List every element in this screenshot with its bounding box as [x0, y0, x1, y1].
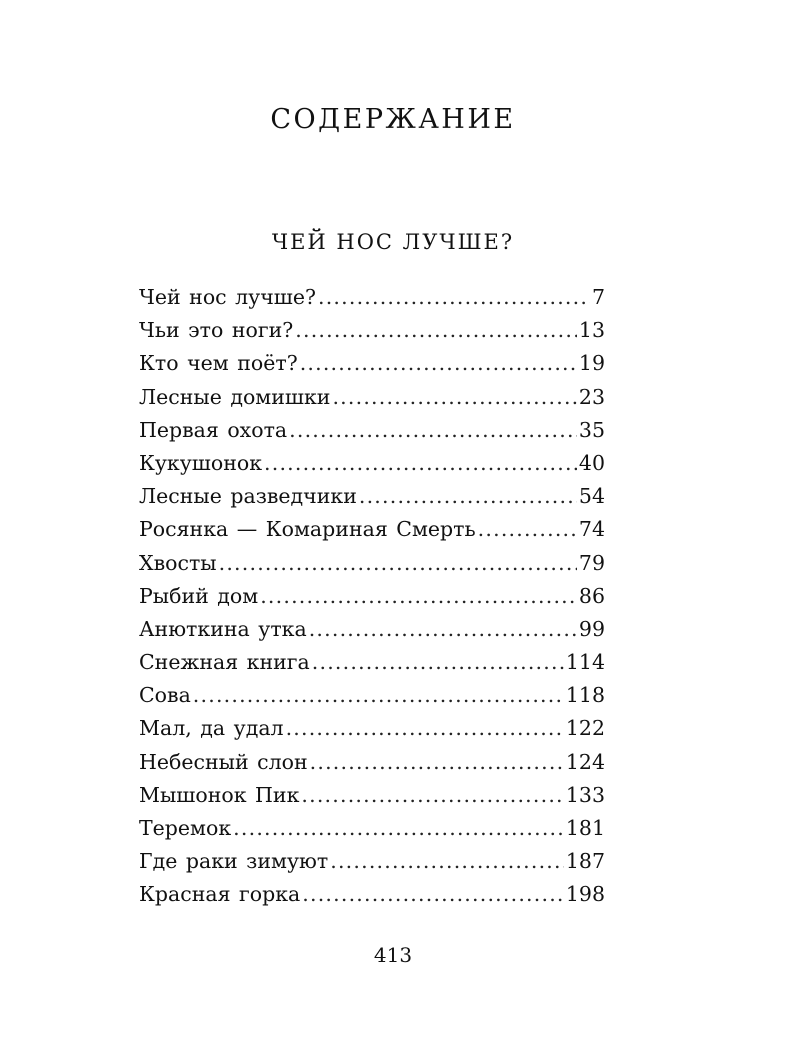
toc-entry-page: 74: [578, 517, 605, 542]
toc-entry-title: Сова: [139, 683, 191, 708]
toc-dot-leader: [260, 580, 577, 613]
toc-dot-leader: [332, 381, 576, 414]
toc-entry-page: 114: [565, 650, 605, 675]
toc-entry: [139, 845, 605, 878]
toc-entry: [139, 580, 605, 613]
toc-entry: [139, 381, 605, 414]
toc-entry: [139, 347, 605, 380]
toc-entry-page: 122: [565, 716, 605, 741]
toc-entry-title: Кто чем поёт?: [139, 351, 298, 376]
toc-entry: [139, 746, 605, 779]
toc-entry-title: Хвосты: [139, 550, 217, 575]
toc-entry-title: Чей нос лучше?: [139, 285, 316, 309]
toc-entry: [139, 480, 605, 513]
toc-entry-page: 187: [565, 849, 605, 874]
toc-entry: [139, 547, 605, 580]
toc-dot-leader: [312, 646, 564, 679]
toc-dot-leader: [233, 812, 564, 845]
toc-entry-title: Рыбий дом: [139, 583, 259, 608]
toc-dot-leader: [301, 779, 563, 812]
toc-entry: [139, 712, 605, 745]
toc-entry-title: Первая охота: [139, 417, 288, 442]
toc-entry-title: Небесный слон: [139, 749, 308, 774]
toc-entry-page: 133: [565, 782, 605, 807]
toc-entry-page: 124: [565, 749, 605, 774]
toc-entry: [139, 812, 605, 845]
toc-entry-page: 35: [578, 417, 605, 442]
toc-entry-title: Мышонок Пик: [139, 782, 300, 807]
toc-dot-leader: [309, 613, 577, 646]
toc-dot-leader: [359, 480, 577, 513]
toc-dot-leader: [318, 281, 590, 314]
toc-entry-page: 13: [578, 318, 605, 343]
toc-entry: [139, 878, 605, 911]
toc-dot-leader: [193, 679, 564, 712]
toc-dot-leader: [295, 314, 577, 347]
toc-entry-page: 79: [578, 550, 605, 575]
toc-entry-page: 54: [578, 484, 605, 509]
toc-entry-title: Снежная книга: [139, 650, 310, 675]
toc-dot-leader: [289, 414, 577, 447]
toc-entry: [139, 646, 605, 679]
toc-entry-title: Чьи это ноги?: [139, 318, 294, 343]
section-title: ЧЕЙ НОС ЛУЧШЕ?: [271, 230, 515, 254]
toc-entry: [139, 314, 605, 347]
toc-entry-page: 86: [578, 583, 605, 608]
toc-entry: [139, 513, 605, 546]
toc-entry-page: 40: [578, 450, 605, 475]
toc-entry-title: Росянка — Комариная Смерть: [139, 517, 476, 542]
toc-dot-leader: [310, 746, 564, 779]
page-number: 413: [373, 943, 413, 967]
toc-dot-leader: [330, 845, 564, 878]
toc-dot-leader: [286, 712, 564, 745]
toc-dot-leader: [478, 513, 577, 546]
toc-entry: [139, 679, 605, 712]
toc-entry: [139, 447, 605, 480]
toc-entry-title: Кукушонок: [139, 450, 263, 475]
toc-entry-title: Лесные разведчики: [139, 484, 357, 509]
toc-entry: [139, 779, 605, 812]
table-of-contents: [139, 281, 605, 912]
toc-entry-page: 19: [578, 351, 605, 376]
toc-entry-page: 23: [578, 384, 605, 409]
toc-entry-page: 99: [578, 616, 605, 641]
toc-entry-page: 181: [565, 816, 605, 840]
toc-dot-leader: [300, 347, 577, 380]
toc-entry-page: 198: [565, 882, 605, 907]
toc-entry-title: Мал, да удал: [139, 716, 284, 741]
toc-entry-page: 7: [591, 285, 605, 309]
toc-entry: [139, 613, 605, 646]
page-title: СОДЕРЖАНИЕ: [270, 104, 516, 135]
toc-entry-title: Анюткина утка: [139, 616, 307, 641]
toc-entry-title: Где раки зимуют: [139, 849, 329, 874]
toc-entry-page: 118: [565, 683, 605, 708]
toc-dot-leader: [219, 547, 577, 580]
toc-entry-title: Лесные домишки: [139, 384, 331, 409]
toc-entry: [139, 281, 605, 314]
toc-entry-title: Теремок: [139, 816, 232, 840]
toc-entry-title: Красная горка: [139, 882, 301, 907]
toc-dot-leader: [264, 447, 577, 480]
toc-dot-leader: [302, 878, 564, 911]
toc-entry: [139, 414, 605, 447]
